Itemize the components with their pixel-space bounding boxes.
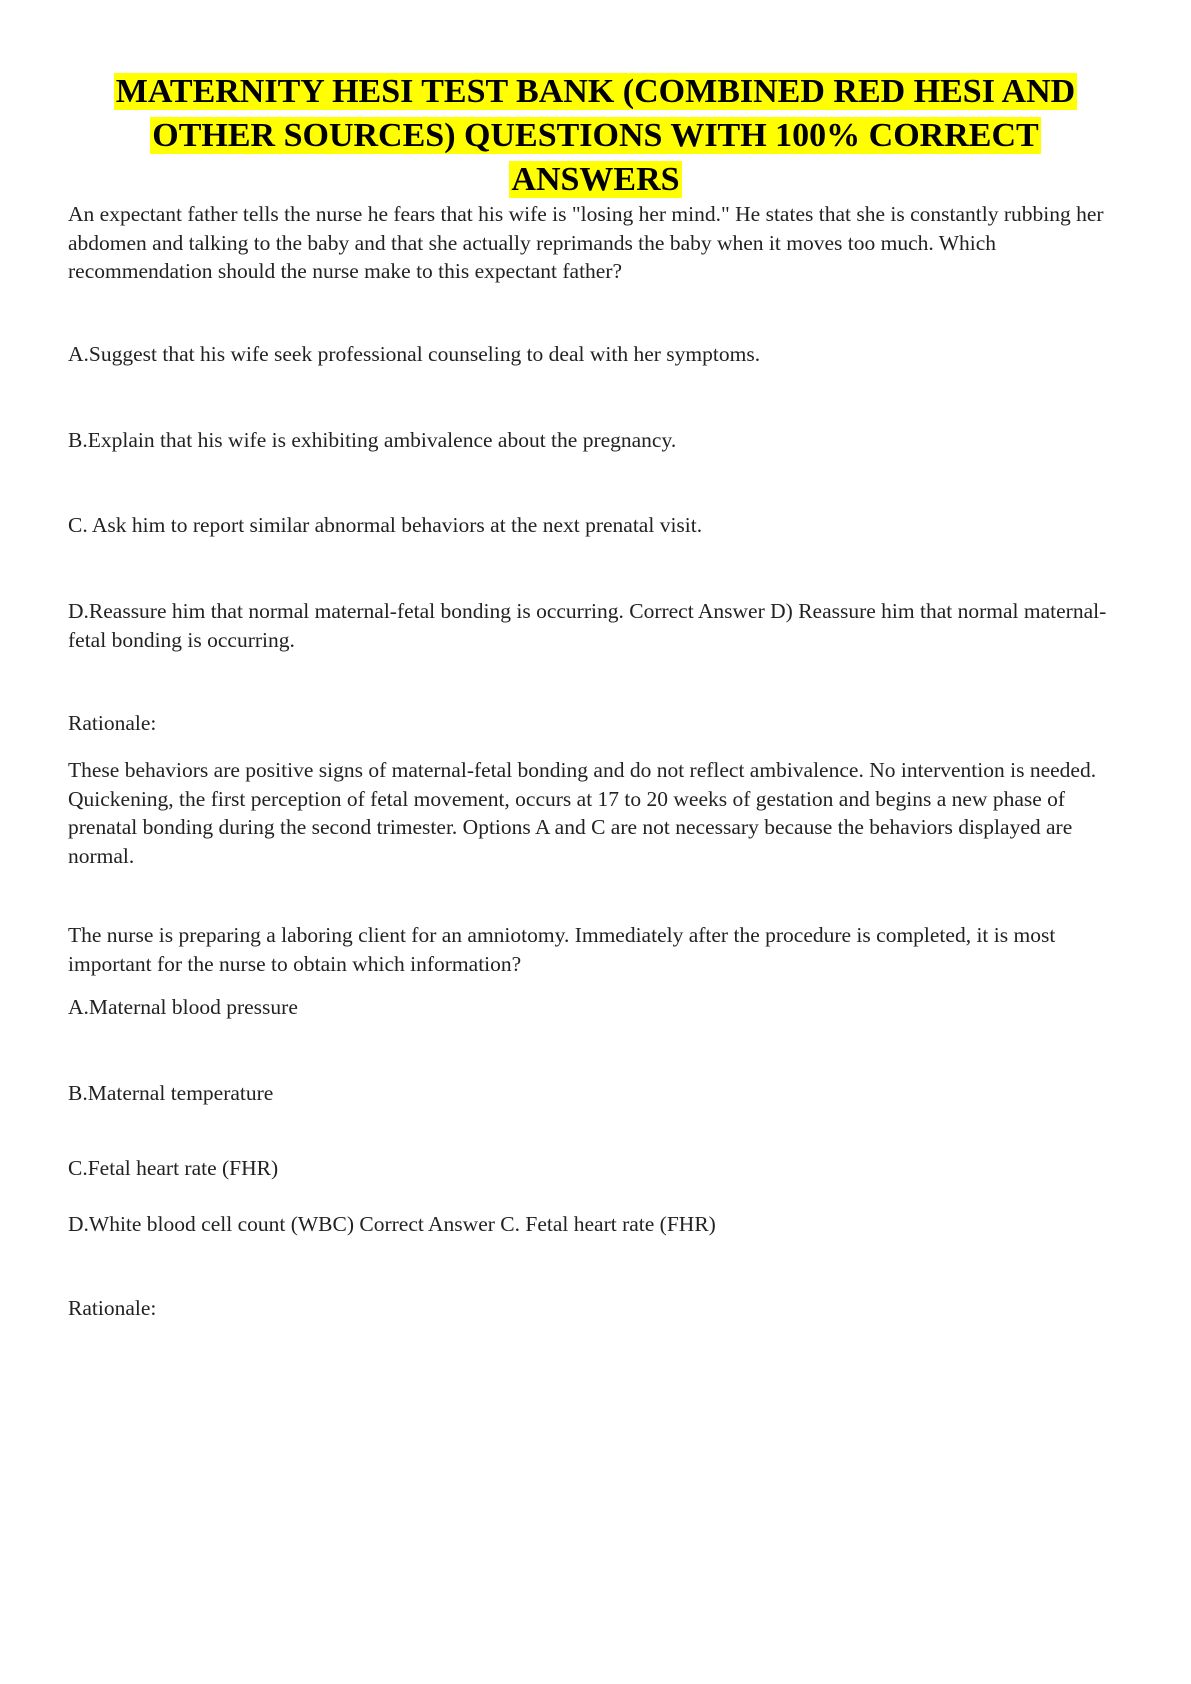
title-line-1: MATERNITY HESI TEST BANK (COMBINED RED HESI AND [115, 73, 1076, 110]
q1-option-b: B.Explain that his wife is exhibiting ambivalence about the pregnancy. [68, 428, 677, 452]
q1-option-c: C. Ask him to report similar abnormal behaviors at the next prenatal visit. [68, 513, 703, 537]
q2-option-a: A.Maternal blood pressure [68, 995, 298, 1019]
q1-option-d: D.Reassure him that normal maternal-fetal bonding is occurring. Correct Answer D) Reassure him that normal maternal-fetal bonding is occurring. [68, 599, 1107, 652]
q1-option-a: A.Suggest that his wife seek professional counseling to deal with her symptoms. [68, 342, 761, 366]
title-line-2: OTHER SOURCES) QUESTIONS WITH 100% CORRECT [152, 117, 1039, 154]
q1-stem: An expectant father tells the nurse he fears that his wife is "losing her mind." He states that she is constantly rubbing her abdomen and talking to the baby and that she actually reprimands the baby when it moves too much. Which recommendation should the nurse make to this expectant father? [68, 202, 1104, 283]
title-line-3: ANSWERS [511, 161, 680, 198]
q2-option-d: D.White blood cell count (WBC) Correct Answer C. Fetal heart rate (FHR) [68, 1212, 716, 1236]
q2-rationale-label: Rationale: [68, 1296, 157, 1320]
q1-rationale-label: Rationale: [68, 711, 157, 735]
q2-option-b: B.Maternal temperature [68, 1081, 274, 1105]
document-title [60, 70, 1131, 202]
q2-stem: The nurse is preparing a laboring client for an amniotomy. Immediately after the procedure is completed, it is most important for the nurse to obtain which information? [68, 923, 1056, 976]
q1-rationale-text: These behaviors are positive signs of maternal-fetal bonding and do not reflect ambivalence. No intervention is needed. Quickening, the first perception of fetal movement, occurs at 17 to 20 weeks of gestation and begins a new phase of prenatal bonding during the second trimester. Options A and C are not necessary because the behaviors displayed are normal. [68, 758, 1097, 868]
q2-option-c: C.Fetal heart rate (FHR) [68, 1156, 279, 1180]
